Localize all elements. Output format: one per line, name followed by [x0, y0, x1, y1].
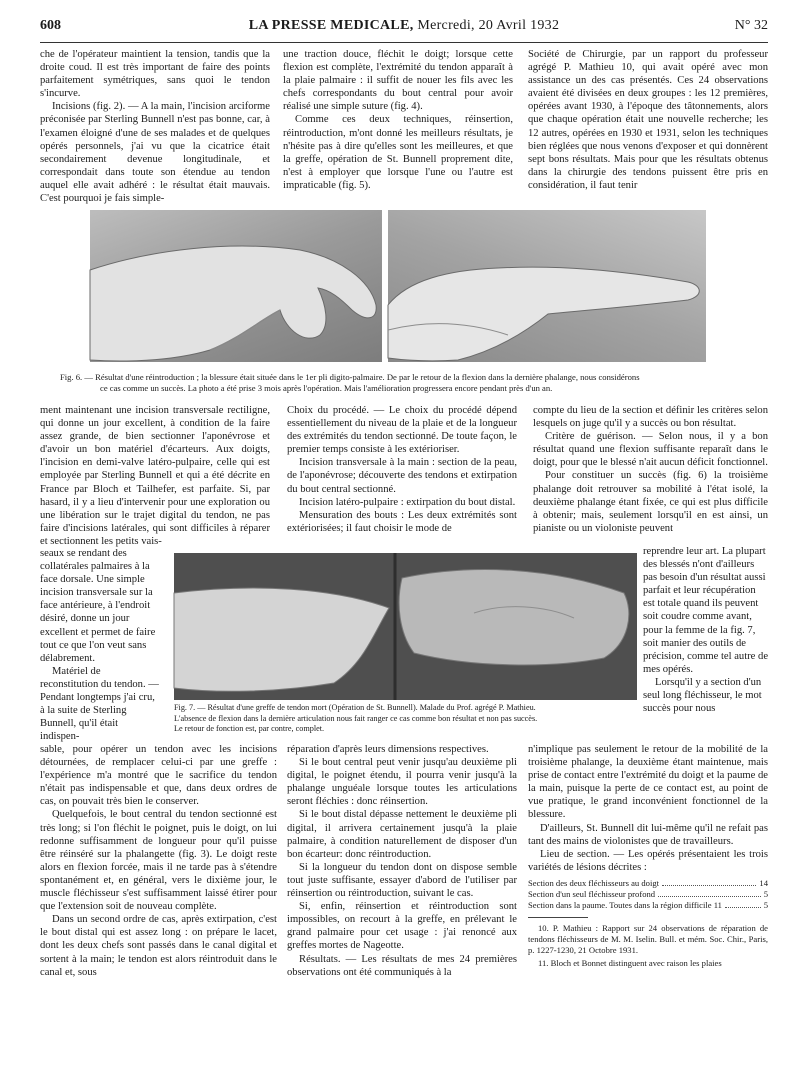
fig6-photo-right: [388, 210, 706, 362]
table-value: 5: [763, 888, 768, 899]
paragraph: sable, pour opérer un tendon avec les incisions détournées, de remplacer celui-ci par une greffe : l'expérience m'a montré que le sacrifice du tendon n'était pas indispensable et que, dans deux ordres de cas, on pouvait très bien le conserver.: [40, 744, 277, 808]
paragraph: Résultats. — Les résultats de mes 24 premières observations ont été communiqués à la: [287, 953, 517, 978]
paragraph: Lieu de section. — Les opérés présentaient les trois variétés de lésions décrites :: [528, 848, 768, 873]
paragraph: seaux se rendant des collatérales palmaires à la face dorsale. Une simple incision transversale sur la face antérieure, à l'endroit désiré, donne un jour excellent et permet de faire tout ce que l'on veut sans délabrement.: [40, 548, 156, 664]
paragraph: compte du lieu de la section et définir les critères selon lesquels on juge qu'il y a succès ou bon résultat.: [533, 405, 768, 430]
low-column-1: [40, 743, 277, 1063]
paragraph: n'implique pas seulement le retour de la mobilité de la troisième phalange, la deuxième étant maintenue, mais prise de contact entre l'extrémité du doigt et la paume de la main, puisque la perte de ce contact est, au point de vue pratique, le grand inconvénient fonctionnel de la blessure.: [528, 744, 768, 821]
paragraph: Mensuration des bouts : Les deux extrémités sont extériorisées; il faut choisir le mode de: [287, 509, 517, 534]
paragraph: Incisions (fig. 2). — A la main, l'incision arciforme préconisée par Sterling Bunnell n'est pas bonne, car, à l'examen éloigné d'une de ses malades et de quelques opérés personnels, j'ai vu que la cicatrice était secondairement devenue longitudinale, et correspondait dans toute son étendue au tendon auquel elle avait adhéré : le résultat était mauvais. C'est pourquoi je fais simple-: [40, 101, 270, 205]
fig6-caption: [60, 372, 760, 394]
fig7-caption-line3: Le retour de fonction est, par contre, complet.: [174, 724, 325, 733]
header-rule: [40, 42, 768, 43]
hand-flexed-illustration: [90, 210, 382, 362]
journal-masthead: [40, 18, 768, 34]
mid-column-3: [533, 404, 768, 544]
paragraph: Dans un second ordre de cas, après extirpation, c'est le bout distal qui est assez long : on prépare le lacet, dont les deux chefs sont passés dans le canal digital et sortent à la main; le tendon est alors réintroduit dans le canal et, sous: [40, 914, 277, 978]
mid-column-2: [287, 404, 517, 547]
table-row: [528, 900, 768, 911]
paragraph: Si le bout central peut venir jusqu'au deuxième pli digital, le poignet étendu, il pourra venir jusqu'à la phalange unguéale lorsque toutes les articulations seront fléchies : donc réinsertion.: [287, 757, 517, 808]
paragraph: che de l'opérateur maintient la tension, tandis que la droite coud. Il est très important de faire des points parfaitement symétriques, sans quoi le tendon s'incurve.: [40, 49, 270, 100]
table-row: [528, 889, 768, 900]
footnote: 11. Bloch et Bonnet distinguent avec raison les plaies: [538, 957, 722, 968]
wrist-illustration: [174, 553, 637, 700]
paragraph: Critère de guérison. — Selon nous, il y a bon résultat quand une flexion suffisante reparaît dans le doigt, pour que le blessé n'ait aucun déficit fonctionnel.: [533, 431, 768, 469]
low-column-3: [528, 743, 768, 1073]
fig7-caption-line1: Fig. 7. — Résultat d'une greffe de tendon mort (Opération de St. Bunnell). Malade du Prof. agrégé P. Mathieu.: [174, 703, 536, 712]
table-row: [528, 878, 768, 889]
paragraph: ment maintenant une incision transversale rectiligne, qui donne un jour excellent, à condition de la faire assez grande, de bien sectionner l'aponévrose et d'avoir un bon matériel d'écarteurs. Aux doigts, l'incision en demi-valve latéro-pulpaire, celle qui est employée par Sterling Bunnell et qui a été décrite en France par Bloch et Tailhefer, est parfaite. Si, par hasard, il y a lieu d'intervenir pour une exploration ou une libération sur le trajet digital du tendon, ne pas faire d'incisions latérales, qui sont difficiles à réparer et sectionnent les petits vais-: [40, 405, 270, 547]
journal-title: LA PRESSE MEDICALE,: [248, 18, 414, 33]
paragraph: Matériel de reconstitution du tendon. — Pendant longtemps j'ai cru, à la suite de Sterling Bunnell, qu'il était indispen-: [40, 665, 159, 743]
fig6-caption-line2: ce cas comme un succès. La photo a été prise 3 mois après l'opération. Mais l'amélioration progressera encore pendant près d'un an.: [100, 383, 553, 393]
paragraph: une traction douce, fléchit le doigt; lorsque cette flexion est complète, l'extrémité du tendon apparaît à la plaie palmaire : il suffit de nouer les fils avec les chefs correspondants du bout central pour avoir réalisé une simple suture (fig. 4).: [283, 49, 513, 113]
fig7-caption: [174, 703, 637, 735]
top-column-3: [528, 48, 768, 208]
paragraph: Si, enfin, réinsertion et réintroduction sont impossibles, on recourt à la greffe, en prélevant le grand palmaire pour cet usage : j'ai renoncé aux greffes mortes de Nageotte.: [287, 901, 517, 952]
low-column-2: [287, 743, 517, 1063]
paragraph: Si la longueur du tendon dont on dispose semble tout juste suffisante, essayer d'abord de l'utiliser par réinsertion ou réintroduction, suivant le cas.: [287, 861, 517, 900]
paragraph: D'ailleurs, St. Bunnell dit lui-même qu'il ne refait pas tant des mains de violonistes que de travailleurs.: [528, 822, 768, 847]
paragraph: Société de Chirurgie, par un rapport du professeur agrégé P. Mathieu 10, qui avait opéré avec mon assistance un des cas présentés. Ces 24 observations avaient été divisées en deux groupes : les 12 premières, opérées avant 1930, à l'époque des tâtonnements, alors que chaque opération était une nouvelle recherche; les 12 autres, opérées en 1930 et 1931, selon les techniques bien réglées que nous venons d'exposer et qui donnèrent sept bons résultats. Mais pour que les résultats obtenus dans la chirurgie des tendons puissent être pris en considération, il faut tenir: [528, 49, 768, 191]
footnotes: [528, 923, 768, 969]
top-column-1: [40, 48, 270, 205]
paragraph: reprendre leur art. La plupart des blessés n'ont d'ailleurs pas besoin d'un résultat aussi parfait et leur récupération est totale quand ils peuvent soit coudre comme avant, pour la femme de la fig. 7, soit manier des outils de précision, comme tel autre de mes opérés.: [643, 546, 769, 675]
paragraph: Lorsqu'il y a section d'un seul long fléchisseur, le mot succès pour nous: [643, 676, 762, 715]
paragraph: Incision latéro-pulpaire : extirpation du bout distal.: [299, 496, 516, 508]
footnote: 10. P. Mathieu : Rapport sur 24 observations de réparation de tendons fléchisseurs de M. M. Iselin. Bull. et mém. Soc. Chir., Paris, p. 1227-1230, 21 Octobre 1931.: [528, 922, 768, 955]
fig7-photo: [174, 553, 637, 700]
paragraph: Incision transversale à la main : section de la peau, de l'aponévrose; découverte des tendons et extirpation du bout central sectionné.: [287, 457, 517, 495]
hand-extended-illustration: [388, 210, 706, 362]
table-label: Section d'un seul fléchisseur profond: [528, 888, 656, 899]
page-header: [40, 18, 768, 40]
narrow-column-1: [40, 547, 160, 743]
table-label: Section dans la paume. Toutes dans la région difficile 11: [528, 899, 722, 910]
paragraph: Comme ces deux techniques, réinsertion, réintroduction, m'ont donné les meilleurs résultats, je n'hésite pas à dire qu'elles sont les meilleures, et que la greffe, opération de St. Bunnell proprement dite, n'est à employer que lorsque l'une ou l'autre est impraticable (fig. 5).: [283, 114, 513, 191]
paragraph: Pour constituer un succès (fig. 6) la troisième phalange doit retrouver sa mobilité à l'état isolé, la deuxième phalange étant fixée, ce qui est plus difficile à obtenir; mais, seulement lorsqu'il en est ainsi, un pianiste ou un violoniste peuvent: [533, 470, 768, 534]
fig7-caption-line2: L'absence de flexion dans la dernière articulation nous fait ranger ce cas comme bon résultat et non pas succès.: [174, 713, 538, 723]
footnote-rule: [528, 917, 588, 918]
narrow-column-3: [643, 545, 768, 753]
table-value: 14: [759, 877, 768, 888]
mid-column-1: [40, 404, 270, 547]
issue-number: N° 32: [734, 18, 768, 33]
fig6-photo-left: [90, 210, 382, 362]
fig6-caption-line1: Fig. 6. — Résultat d'une réintroduction ; la blessure était située dans le 1er pli digito-palmaire. De par le retour de la flexion dans la dernière phalange, nous considérons: [60, 372, 640, 382]
paragraph: Quelquefois, le bout central du tendon sectionné est très long; si l'on fléchit le poignet, puis le doigt, on lui redonne suffisamment de longueur pour qu'il puisse être réinséré sur la phalangette (fig. 3). Le doigt reste alors en flexion forcée, mais il ne tarde pas à s'étendre spontanément et, en général, vers le dixième jour, le muscle fléchisseur s'est suffisamment laissé étirer pour que l'extension soit de nouveau complète.: [40, 809, 277, 913]
table-label: Section des deux fléchisseurs au doigt: [528, 877, 660, 888]
lesion-table: [528, 878, 768, 911]
issue-date: Mercredi, 20 Avril 1932: [417, 18, 560, 33]
top-column-2: [283, 48, 513, 198]
paragraph: Choix du procédé. — Le choix du procédé dépend essentiellement du niveau de la plaie et de la longueur des extrémités du tendon sectionné. De toute façon, le premier temps consiste à les extérioriser.: [287, 405, 517, 456]
table-value: 5: [763, 899, 768, 910]
paragraph: réparation d'après leurs dimensions respectives.: [287, 744, 489, 755]
page-number: 608: [40, 18, 61, 33]
paragraph: Si le bout distal dépasse nettement le deuxième pli digital, il arrivera certainement jusqu'à la plaie palmaire, à condition naturellement de disposer d'un bon écarteur: donc réintroduction.: [287, 809, 517, 860]
